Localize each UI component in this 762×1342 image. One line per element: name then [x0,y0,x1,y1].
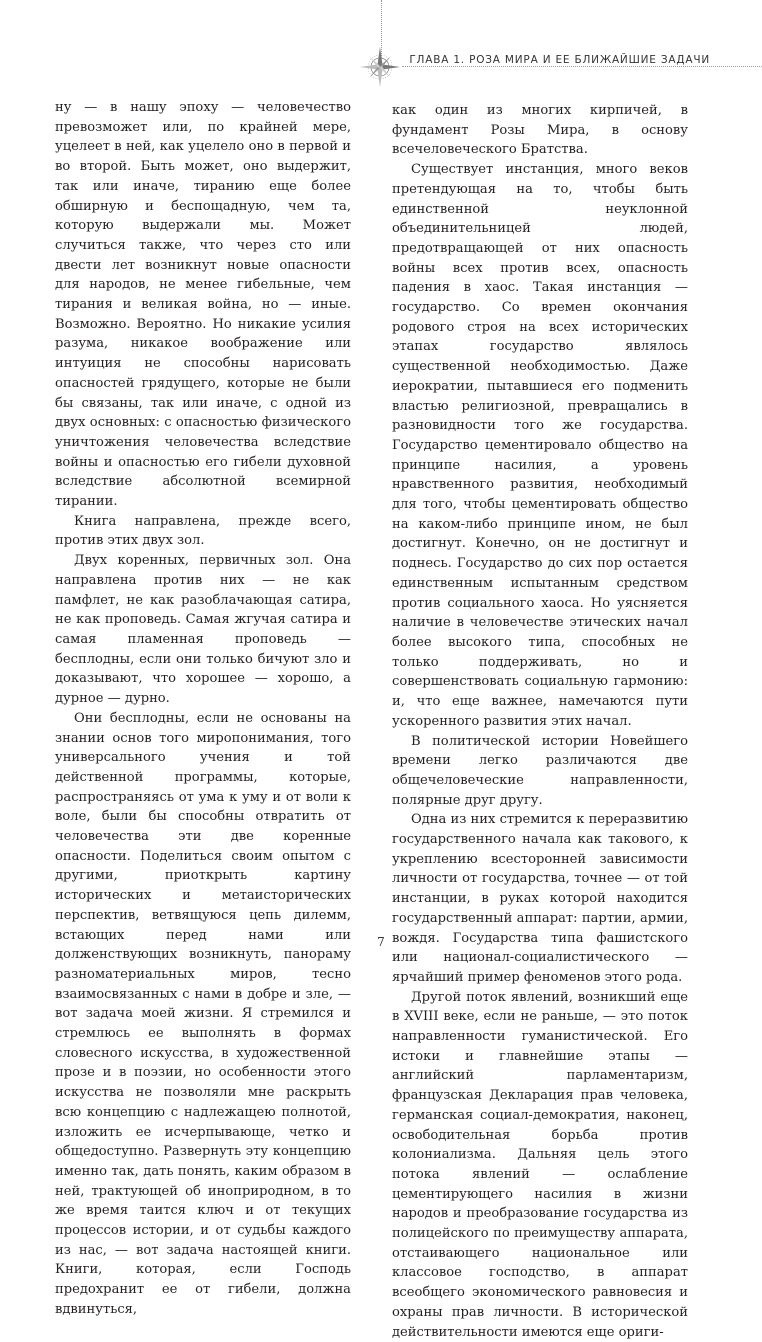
paragraph: Книга направлена, прежде всего, против этих двух зол. [55,513,351,549]
running-header: ГЛАВА 1. РОЗА МИРА И ЕЕ БЛИЖАЙШИЕ ЗАДАЧИ [409,54,710,66]
horizontal-dotted-rule [402,66,762,67]
paragraph: Существует инстанция, много веков претендующая на то, чтобы быть единственной неуклонной объединительницей людей, предотвращающей от них опасность войны всех против всех, опасность падения в хаос. Такая инстанция — государство. Со времен окончания родового строя на всех исторических этапах государство являлось существенной необходимостью. Даже иерократии, пытавшиеся его подменить властью религиозной, превращались в разновидности того же государства. Государство цементировало общество на принципе насилия, а уровень нравственного развития, необходимый для того, чтобы цементировать общество на каком-либо принципе ином, не был достигнут. Конечно, он не достигнут и поднесь. Государство до сих пор остается единственным испытанным средством против социального хаоса. Но уясняется наличие в человечестве этических начал более высокого типа, способных не только поддерживать, но и совершенствовать социальную гармонию: и, что еще важнее, намечаются пути ускоренного развития этих начал. [392,162,688,729]
compass-rose-icon [359,46,401,88]
paragraph: Другой поток явлений, возникший еще в XVIII веке, если не раньше, — это поток направленности гуманистической. Его истоки и главнейшие этапы — английский парламентаризм, французская Декларация прав человека, германская социал-демократия, наконец, освободительная борьба против колониализма. Дальняя цель этого потока явлений — ослабление цементирующего насилия в жизни народов и преобразование государства из полицейского по преимуществу аппарата, отстаивающего национальное или классовое господство, в аппарат всеобщего экономического равновесия и охраны прав личности. В исторической действительности имеются еще ориги- [392,989,688,1340]
paragraph: Они бесплодны, если не основаны на знании основ того миропонимания, того универсального учения и той действенной программы, которые, распространяясь от ума к уму и от воли к воле, были бы способны отвратить от человечества эти две коренные опасности. Поделиться своим опытом с другими, приоткрыть картину исторических и метаисторических перспектив, ветвящуюся цепь дилемм, встающих перед нами или долженствующих возникнуть, панораму разноматериальных миров, тесно взаимосвязанных с нами в добре и зле, — вот задача моей жизни. Я стремился и стремлюсь ее выполнять в формах словесного искусства, в художественной прозе и в поэзии, но особенности этого искусства не позволяли мне раскрыть всю концепцию с надлежащею полнотой, изложить ее исчерпывающе, четко и общедоступно. Развернуть эту концепцию именно так, дать понять, каким образом в ней, трактующей об иноприродном, в то же время таится ключ и от текущих процессов истории, и от судьбы каждого из нас, — вот задача настоящей книги. Книги, которая, если Господь предохранит ее от гибели, должна вдвинуться, [55,710,351,1317]
paragraph: Двух коренных, первичных зол. Она направлена против них — не как памфлет, не как разоблачающая сатира, не как проповедь. Самая жгучая сатира и самая пламенная проповедь — бесплодны, если они только бичуют зло и доказывают, что хорошее — хорошо, а дурное — дурно. [55,553,351,707]
paragraph: Одна из них стремится к переразвитию государственного начала как такового, к укреплению всесторонней зависимости личности от государства, точнее — от той инстанции, в руках которой находится государственный аппарат: партии, армии, вождя. Государства типа фашистского или национал-социалистического — ярчайший пример феноменов этого рода. [392,812,688,985]
right-column [392,101,688,1342]
paragraph: ну — в нашу эпоху — человечество превозможет или, по крайней мере, уцелеет в ней, как уцелело оно в первой и во второй. Быть может, оно выдержит, так или иначе, тиранию еще более обширную и беспощадную, чем та, которую выдержали мы. Может случиться также, что через сто или двести лет возникнут новые опасности для народов, не менее гибельные, чем тирания и великая война, но — иные. Возможно. Вероятно. Но никакие усилия разума, никакое воображение или интуиция не способны нарисовать опасностей грядущего, которые не были бы связаны, так или иначе, с одной из двух основных: с опасностью физического уничтожения человечества вследствие войны и опасностью его гибели духовной вследствие абсолютной всемирной тирании. [55,100,351,510]
page-number: 7 [377,935,385,949]
paragraph: как один из многих кирпичей, в фундамент Розы Мира, в основу всечеловеческого Братства. [392,103,688,158]
paragraph: В политической истории Новейшего времени легко различаются две общечеловеческие направленности, полярные друг другу. [392,733,688,808]
left-column [55,98,351,1320]
